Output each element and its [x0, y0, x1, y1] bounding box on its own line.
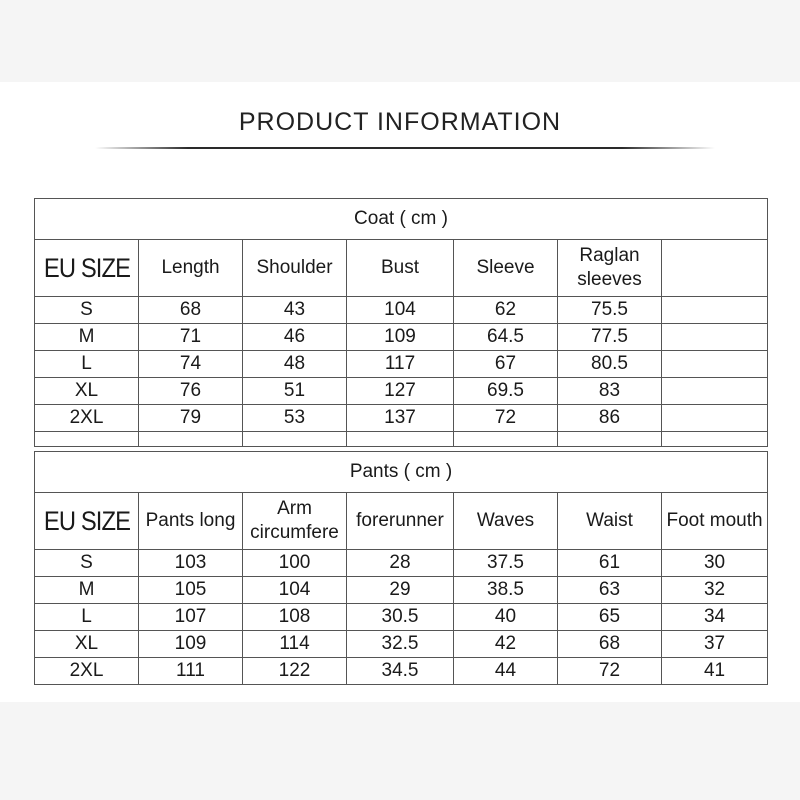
size-cell: M — [35, 324, 139, 351]
measurement-cell: 79 — [139, 405, 243, 432]
coat-size-header: EU SIZE — [41, 240, 133, 297]
measurement-cell — [662, 351, 768, 378]
measurement-cell: 62 — [454, 297, 558, 324]
coat-column-header: Shoulder — [243, 240, 347, 297]
coat-column-header: Sleeve — [454, 240, 558, 297]
measurement-cell: 28 — [347, 550, 454, 577]
measurement-cell: 40 — [454, 604, 558, 631]
coat-column-header: Raglan sleeves — [558, 240, 662, 297]
measurement-cell: 53 — [243, 405, 347, 432]
measurement-cell: 108 — [243, 604, 347, 631]
table-row — [35, 324, 768, 351]
measurement-cell: 103 — [139, 550, 243, 577]
measurement-cell: 117 — [347, 351, 454, 378]
measurement-cell — [662, 405, 768, 432]
table-row — [35, 378, 768, 405]
table-row — [35, 577, 768, 604]
table-row — [35, 604, 768, 631]
pants-size-header: EU SIZE — [41, 493, 133, 550]
table-row — [35, 550, 768, 577]
measurement-cell: 43 — [243, 297, 347, 324]
size-cell: L — [35, 351, 139, 378]
measurement-cell: 30 — [662, 550, 768, 577]
measurement-cell: 67 — [454, 351, 558, 378]
coat-column-header: Length — [139, 240, 243, 297]
measurement-cell: 137 — [347, 405, 454, 432]
coat-column-header — [662, 240, 768, 297]
measurement-cell: 76 — [139, 378, 243, 405]
measurement-cell: 34.5 — [347, 658, 454, 685]
measurement-cell: 86 — [558, 405, 662, 432]
measurement-cell: 64.5 — [454, 324, 558, 351]
measurement-cell: 30.5 — [347, 604, 454, 631]
measurement-cell: 63 — [558, 577, 662, 604]
measurement-cell: 80.5 — [558, 351, 662, 378]
size-cell: M — [35, 577, 139, 604]
measurement-cell: 29 — [347, 577, 454, 604]
measurement-cell: 72 — [558, 658, 662, 685]
measurement-cell: 48 — [243, 351, 347, 378]
measurement-cell: 77.5 — [558, 324, 662, 351]
size-cell: XL — [35, 631, 139, 658]
size-cell: S — [35, 550, 139, 577]
measurement-cell: 109 — [139, 631, 243, 658]
measurement-cell: 44 — [454, 658, 558, 685]
title-divider — [95, 147, 715, 149]
size-cell: L — [35, 604, 139, 631]
pants-column-header: forerunner — [347, 493, 454, 550]
measurement-cell: 111 — [139, 658, 243, 685]
measurement-cell: 42 — [454, 631, 558, 658]
measurement-cell: 65 — [558, 604, 662, 631]
size-cell: 2XL — [35, 405, 139, 432]
measurement-cell: 75.5 — [558, 297, 662, 324]
pants-column-header: Arm circumfere — [243, 493, 347, 550]
coat-column-header: Bust — [347, 240, 454, 297]
coat-table-body — [35, 297, 768, 432]
pants-size-table — [34, 451, 768, 685]
measurement-cell: 105 — [139, 577, 243, 604]
measurement-cell — [662, 378, 768, 405]
coat-table-caption: Coat ( cm ) — [35, 199, 768, 240]
measurement-cell: 104 — [347, 297, 454, 324]
measurement-cell: 71 — [139, 324, 243, 351]
pants-column-header: Waves — [454, 493, 558, 550]
pants-column-header: Foot mouth — [662, 493, 768, 550]
measurement-cell: 104 — [243, 577, 347, 604]
measurement-cell: 127 — [347, 378, 454, 405]
pants-table-body — [35, 550, 768, 685]
measurement-cell: 74 — [139, 351, 243, 378]
size-cell: 2XL — [35, 658, 139, 685]
table-row — [35, 631, 768, 658]
measurement-cell — [662, 324, 768, 351]
measurement-cell: 34 — [662, 604, 768, 631]
measurement-cell: 32 — [662, 577, 768, 604]
table-row — [35, 405, 768, 432]
page-title: PRODUCT INFORMATION — [238, 108, 562, 136]
measurement-cell: 68 — [558, 631, 662, 658]
pants-column-header: Waist — [558, 493, 662, 550]
table-row — [35, 658, 768, 685]
table-row — [35, 351, 768, 378]
measurement-cell: 61 — [558, 550, 662, 577]
measurement-cell: 107 — [139, 604, 243, 631]
measurement-cell: 38.5 — [454, 577, 558, 604]
measurement-cell: 68 — [139, 297, 243, 324]
measurement-cell: 46 — [243, 324, 347, 351]
measurement-cell: 72 — [454, 405, 558, 432]
size-cell: XL — [35, 378, 139, 405]
measurement-cell: 122 — [243, 658, 347, 685]
measurement-cell: 100 — [243, 550, 347, 577]
measurement-cell: 32.5 — [347, 631, 454, 658]
measurement-cell: 37 — [662, 631, 768, 658]
size-cell: S — [35, 297, 139, 324]
measurement-cell: 114 — [243, 631, 347, 658]
measurement-cell: 51 — [243, 378, 347, 405]
measurement-cell: 109 — [347, 324, 454, 351]
coat-size-table — [34, 198, 768, 447]
measurement-cell — [662, 297, 768, 324]
measurement-cell: 41 — [662, 658, 768, 685]
pants-column-header: Pants long — [139, 493, 243, 550]
measurement-cell: 37.5 — [454, 550, 558, 577]
measurement-cell: 83 — [558, 378, 662, 405]
pants-table-caption: Pants ( cm ) — [35, 452, 768, 493]
measurement-cell: 69.5 — [454, 378, 558, 405]
table-row — [35, 297, 768, 324]
coat-table-spacer-row — [35, 432, 768, 447]
